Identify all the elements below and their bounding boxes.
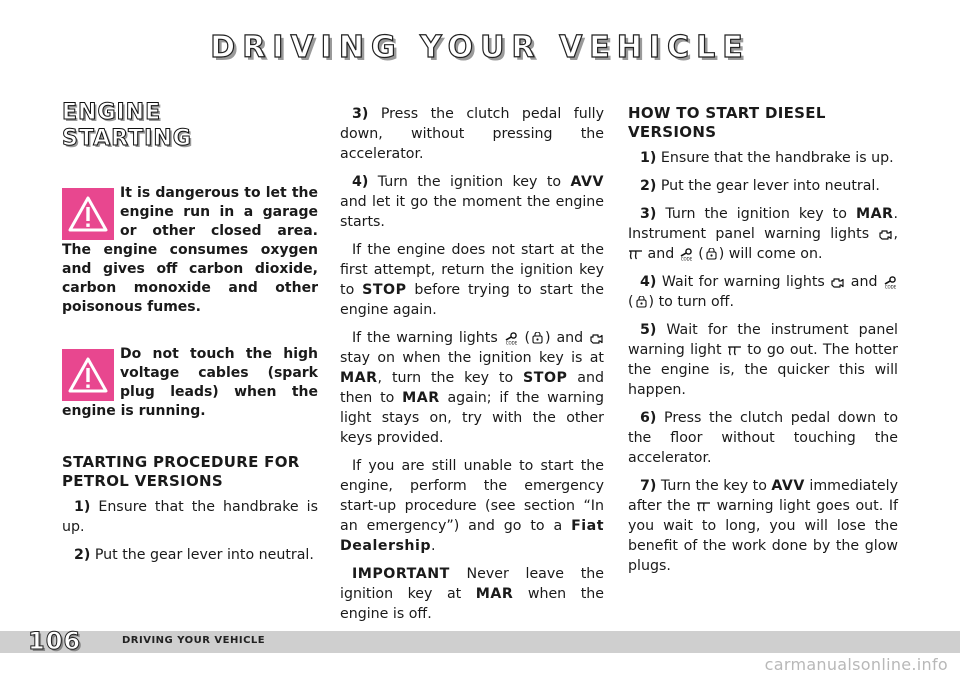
warning-triangle-icon [62, 349, 114, 401]
keyword-important: IMPORTANT [352, 566, 450, 582]
step-number: 3) [640, 206, 657, 222]
section-title-line2: STARTING [62, 126, 192, 151]
step-text: Turn the key to [656, 478, 772, 494]
page-number: 106 [28, 627, 82, 655]
column-left [62, 100, 318, 573]
diesel-step-2 [628, 176, 898, 196]
step-text: warning light goes out. If you wait to long, you will lose the benefit of the work done by the glow plugs. [628, 498, 898, 574]
keyword-stop: STOP [523, 370, 568, 386]
step-number: 4) [352, 174, 369, 190]
column-right [628, 104, 898, 584]
immobilizer-icon [704, 248, 719, 261]
code-key-icon [883, 276, 898, 289]
diesel-step-6 [628, 408, 898, 468]
step-number: 2) [640, 178, 657, 194]
glow-plug-icon [727, 344, 742, 357]
paragraph-emergency [340, 456, 604, 556]
warning-high-voltage [62, 345, 318, 421]
diesel-step-3 [628, 204, 898, 264]
step-number: 5) [640, 322, 657, 338]
step-2 [62, 545, 318, 565]
step-number: 3) [352, 106, 369, 122]
warning-text: Do not touch the high voltage cables (spark plug leads) when the engine is running. [62, 346, 318, 419]
text: ( [518, 330, 531, 346]
diesel-step-5 [628, 320, 898, 400]
keyword-mar: MAR [402, 390, 440, 406]
step-text: Wait for warning lights [656, 274, 831, 290]
text: when the engine is off. [340, 586, 604, 622]
text: ) will come on. [718, 246, 823, 262]
code-key-icon [679, 248, 694, 261]
step-number: 1) [640, 150, 657, 166]
step-1 [62, 497, 318, 537]
section-title-line1: ENGINE [62, 100, 162, 125]
step-text: and let it go the moment the engine starts. [340, 194, 604, 230]
paragraph-retry [340, 240, 604, 320]
text: stay on when the ignition key is at [340, 350, 604, 366]
code-key-icon [504, 332, 519, 345]
paragraph-warning-lights [340, 328, 604, 448]
step-number: 2) [74, 547, 91, 563]
engine-icon [830, 276, 845, 289]
text: ) and [545, 330, 590, 346]
step-4 [340, 172, 604, 232]
text: ) to turn off. [648, 294, 734, 310]
section-title [62, 100, 318, 152]
text: ( [693, 246, 704, 262]
step-text: Put the gear lever into neutral. [656, 178, 880, 194]
text: If you are still unable to start the engine, perform the emergency start-up procedure (see section “In an emergency”) and go to a [340, 458, 604, 534]
text: Never leave the ignition key at [340, 566, 604, 602]
text: If the warning lights [352, 330, 504, 346]
immobilizer-icon [530, 332, 545, 345]
step-text: Press the clutch pedal fully down, without pressing the accelerator. [340, 106, 604, 162]
paragraph-important [340, 564, 604, 624]
engine-icon [589, 332, 604, 345]
engine-icon [878, 228, 893, 241]
text: ( [628, 294, 634, 310]
keyword-fiat-dealership: Fiat Dealership [340, 518, 604, 554]
step-text: immediately after the [628, 478, 898, 514]
immobilizer-icon [634, 296, 649, 309]
step-3 [340, 104, 604, 164]
keyword-avv: AVV [570, 174, 604, 190]
text: and then to [340, 370, 604, 406]
step-text: Ensure that the handbrake is up. [62, 499, 318, 535]
step-text: Wait for the instrument panel warning light [628, 322, 898, 358]
warning-text: It is dangerous to let the engine run in a garage or other closed area. The engine consumes oxygen and gives off carbon dioxide, carbon monoxide and other poisonous fumes. [62, 185, 318, 315]
keyword-stop: STOP [362, 282, 407, 298]
text: . [431, 538, 436, 554]
text: and [643, 246, 679, 262]
step-text: Turn the ignition key to [368, 174, 571, 190]
keyword-avv: AVV [771, 478, 805, 494]
step-number: 4) [640, 274, 657, 290]
step-number: 7) [640, 478, 657, 494]
step-number: 1) [74, 499, 91, 515]
step-text: Ensure that the handbrake is up. [656, 150, 894, 166]
step-text: Press the clutch pedal down to the floor without touching the accelerator. [628, 410, 898, 466]
footer-section-label: DRIVING YOUR VEHICLE [122, 635, 266, 646]
text: , turn the key to [377, 370, 524, 386]
warning-carbon-monoxide [62, 184, 318, 317]
glow-plug-icon [628, 248, 643, 261]
column-middle [340, 104, 604, 632]
text: If the engine does not start at the first attempt, return the ignition key to [340, 242, 604, 298]
text: and [845, 274, 883, 290]
glow-plug-icon [696, 500, 711, 513]
diesel-step-7 [628, 476, 898, 576]
step-text: Turn the ignition key to [656, 206, 856, 222]
step-text: Put the gear lever into neutral. [90, 547, 314, 563]
diesel-step-4 [628, 272, 898, 312]
text: again; if the warning light stays on, try with the other keys provided. [340, 390, 604, 446]
diesel-step-1 [628, 148, 898, 168]
page-header-title: DRIVING YOUR VEHICLE [210, 30, 750, 65]
keyword-mar: MAR [340, 370, 378, 386]
step-text: . Instrument panel warning lights [628, 206, 898, 242]
keyword-mar: MAR [475, 586, 514, 602]
step-number: 6) [640, 410, 657, 426]
subheading-petrol: STARTING PROCEDURE FOR PETROL VERSIONS [62, 453, 300, 490]
warning-triangle-icon [62, 188, 114, 240]
text: before trying to start the engine again. [340, 282, 604, 318]
step-text: to go out. The hotter the engine is, the quicker this will happen. [628, 342, 898, 398]
text: , [893, 226, 898, 242]
subheading-diesel: HOW TO START DIESEL VERSIONS [628, 104, 826, 141]
keyword-mar: MAR [855, 206, 894, 222]
watermark: carmanualsonline.info [764, 655, 948, 674]
